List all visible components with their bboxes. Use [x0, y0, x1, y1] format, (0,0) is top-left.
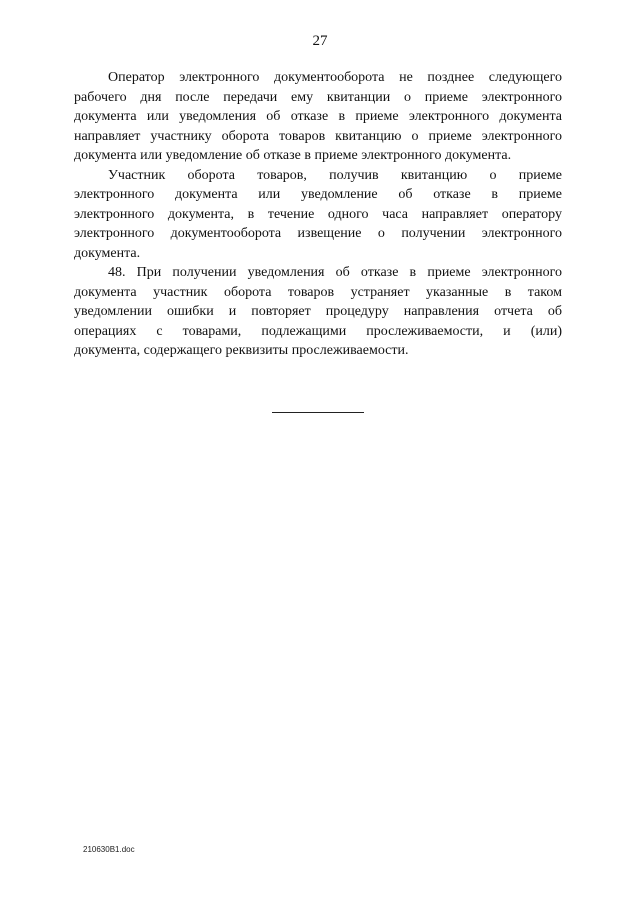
text-line: электронного документооборота извещение о получении электронного — [74, 226, 562, 241]
text-line: документа или уведомления об отказе в приеме электронного документа — [74, 109, 562, 124]
text-line: уведомлении ошибки и повторяет процедуру направления отчета об — [74, 304, 562, 319]
text-line: 48. При получении уведомления об отказе в приеме электронного — [108, 265, 562, 280]
paragraph-clause-48 — [74, 263, 562, 361]
text-line: Оператор электронного документооборота не позднее следующего — [108, 70, 562, 85]
end-of-text-rule — [272, 412, 364, 413]
text-line: направляет участнику оборота товаров квитанцию о приеме электронного — [74, 128, 562, 144]
footer-document-code: 210630В1.doc — [83, 845, 135, 854]
text-line: документа участник оборота товаров устраняет указанные в таком — [74, 284, 562, 300]
text-line: операциях с товарами, подлежащими прослеживаемости, и (или) — [74, 323, 562, 339]
page-number: 27 — [312, 33, 328, 49]
paragraph-operator-obligation — [74, 68, 562, 166]
text-line: электронного документа или уведомление об отказе в приеме — [74, 187, 562, 202]
body-text — [74, 68, 562, 361]
text-line: электронного документа, в течение одного часа направляет оператору — [74, 206, 562, 222]
text-line: документа, содержащего реквизиты прослеживаемости. — [74, 343, 409, 358]
paragraph-participant-notice — [74, 166, 562, 264]
text-line: Участник оборота товаров, получив квитанцию о приеме — [108, 167, 562, 183]
text-line: рабочего дня после передачи ему квитанции о приеме электронного — [74, 89, 562, 105]
text-line: документа или уведомление об отказе в приеме электронного документа. — [74, 148, 512, 163]
text-line: документа. — [74, 245, 141, 261]
